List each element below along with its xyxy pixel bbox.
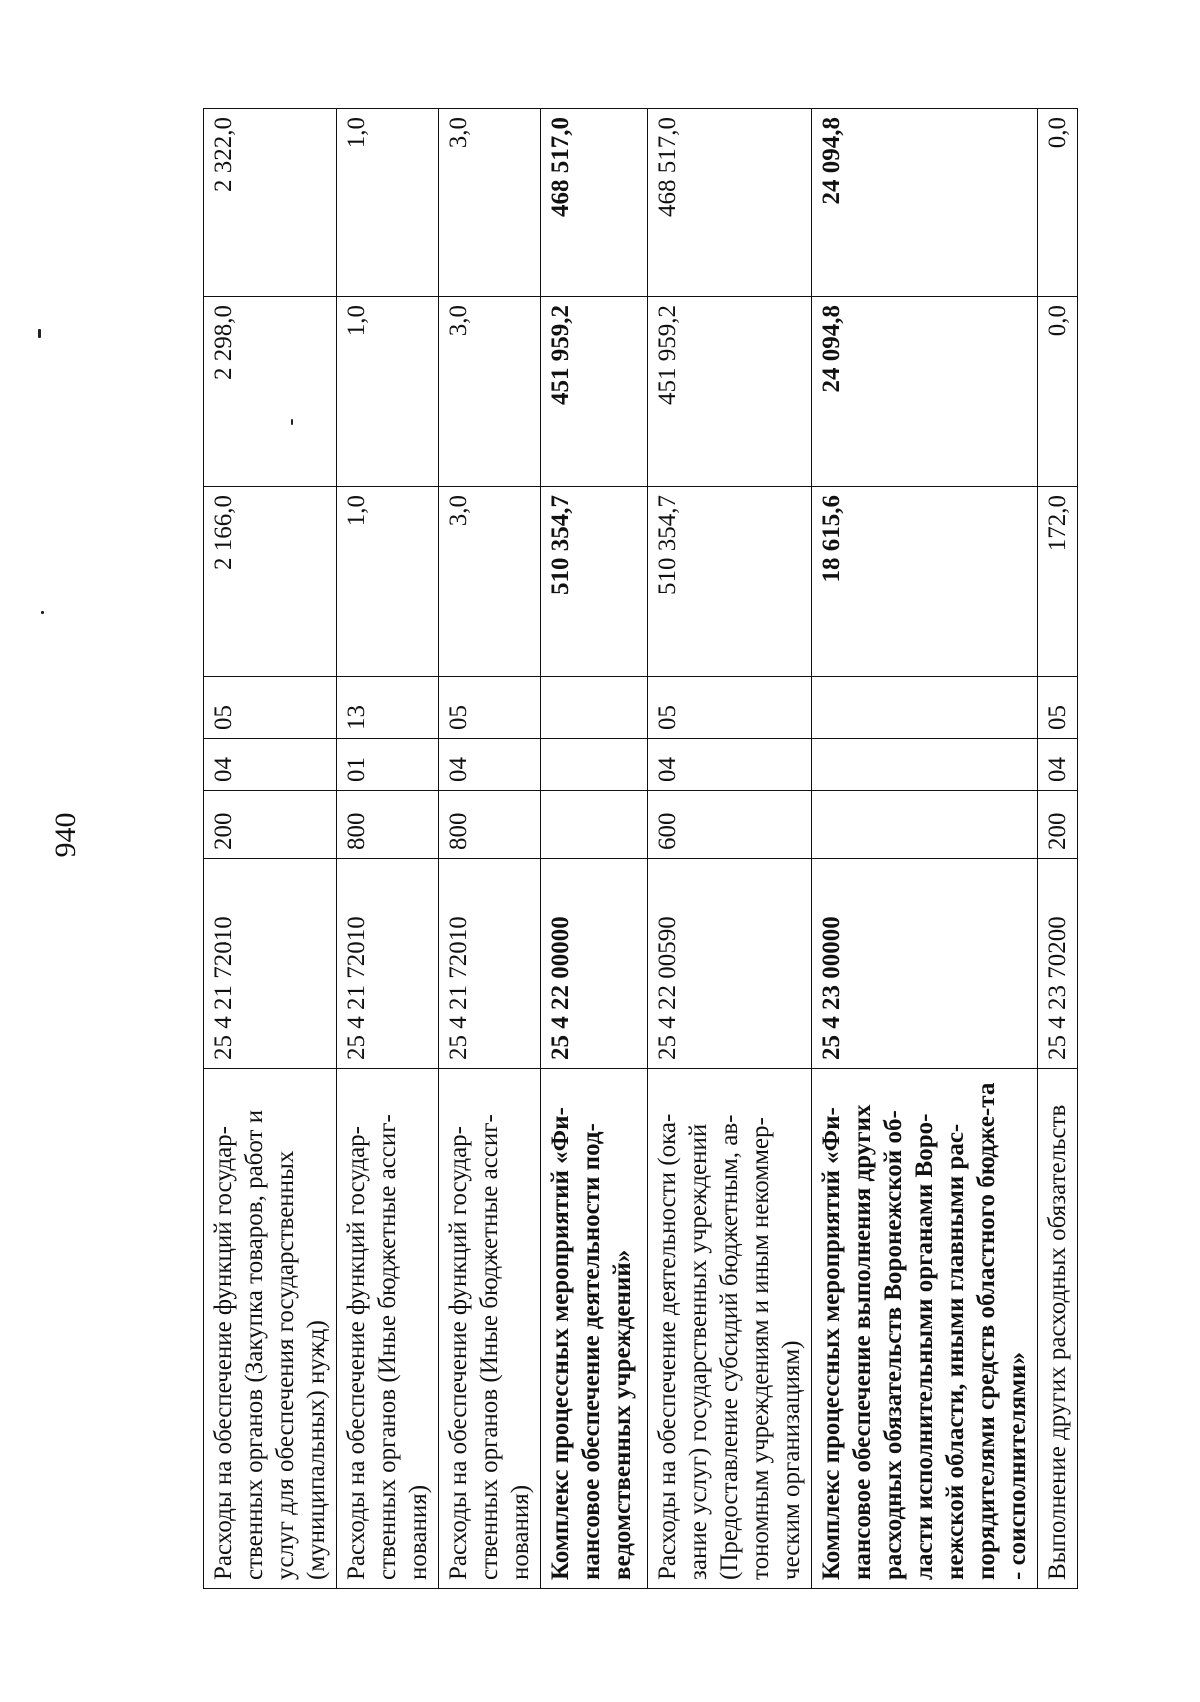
row-rz (812, 739, 1038, 791)
row-value-1: 510 354,7 (648, 487, 812, 677)
row-vr: 800 (439, 791, 541, 859)
row-vr: 800 (337, 791, 439, 859)
row-pr: 13 (337, 677, 439, 739)
row-rz: 04 (439, 739, 541, 791)
row-vr (812, 791, 1038, 859)
row-pr: 05 (648, 677, 812, 739)
row-name: Расходы на обеспечение функций государ-ственных органов (Закупка товаров, работ и услуг для обеспечения государственных (муниципальных) нужд) (204, 1069, 337, 1589)
row-value-2: 0,0 (1038, 297, 1078, 487)
row-vr: 600 (648, 791, 812, 859)
row-code: 25 4 22 00000 (541, 859, 648, 1069)
row-value-3: 468 517,0 (648, 109, 812, 297)
row-rz: 01 (337, 739, 439, 791)
row-pr: 05 (204, 677, 337, 739)
row-name: Расходы на обеспечение функций государ-ственных органов (Иные бюджетные ассиг-нования) (439, 1069, 541, 1589)
row-value-2: 3,0 (439, 297, 541, 487)
table-row (648, 109, 812, 1589)
row-value-1: 510 354,7 (541, 487, 648, 677)
row-vr: 200 (204, 791, 337, 859)
row-rz: 04 (1038, 739, 1078, 791)
row-value-3: 2 322,0 (204, 109, 337, 297)
row-value-3: 468 517,0 (541, 109, 648, 297)
row-value-2: 451 959,2 (541, 297, 648, 487)
row-code: 25 4 23 70200 (1038, 859, 1078, 1069)
row-value-2: 451 959,2 (648, 297, 812, 487)
row-code: 25 4 21 72010 (439, 859, 541, 1069)
scan-speck (38, 329, 41, 338)
table-row (439, 109, 541, 1589)
row-value-1: 1,0 (337, 487, 439, 677)
row-value-2: 2 298,0 (204, 297, 337, 487)
row-code: 25 4 21 72010 (337, 859, 439, 1069)
row-code: 25 4 22 00590 (648, 859, 812, 1069)
row-vr: 200 (1038, 791, 1078, 859)
row-rz: 04 (204, 739, 337, 791)
row-value-2: 1,0 (337, 297, 439, 487)
row-pr (541, 677, 648, 739)
row-value-3: 24 094,8 (812, 109, 1038, 297)
table-row (204, 109, 337, 1589)
row-name: Расходы на обеспечение функций государ-ственных органов (Иные бюджетные ассиг-нования) (337, 1069, 439, 1589)
row-code: 25 4 21 72010 (204, 859, 337, 1069)
budget-table (203, 108, 1078, 1589)
row-rz: 04 (648, 739, 812, 791)
row-vr (541, 791, 648, 859)
row-value-2: 24 094,8 (812, 297, 1038, 487)
table-row (812, 109, 1038, 1589)
row-name: Комплекс процессных мероприятий «Фи-нансовое обеспечение деятельности под-ведомственных учреждений» (541, 1069, 648, 1589)
scan-speck (41, 611, 44, 614)
row-pr (812, 677, 1038, 739)
row-name: Комплекс процессных мероприятий «Фи-нансовое обеспечение выполнения других расходных обязательств Воронежской об-ласти исполнительными органами Воро-нежской области, иными главными рас-порядителями средств областного бюдже-та - соисполнителями» (812, 1069, 1038, 1589)
row-value-1: 172,0 (1038, 487, 1078, 677)
row-value-1: 2 166,0 (204, 487, 337, 677)
page-number: 940 (49, 812, 82, 858)
row-name: Выполнение других расходных обязательств (1038, 1069, 1078, 1589)
table-row (1038, 109, 1078, 1589)
row-rz (541, 739, 648, 791)
table-row (541, 109, 648, 1589)
row-pr: 05 (1038, 677, 1078, 739)
budget-table-rotated (203, 109, 1103, 1589)
row-value-3: 3,0 (439, 109, 541, 297)
row-name: Расходы на обеспечение деятельности (ока-зание услуг) государственных учреждений (Предоставление субсидий бюджетным, ав-тономным учреждениям и иным некоммер-ческим организациям) (648, 1069, 812, 1589)
row-value-1: 3,0 (439, 487, 541, 677)
row-pr: 05 (439, 677, 541, 739)
row-value-3: 1,0 (337, 109, 439, 297)
row-code: 25 4 23 00000 (812, 859, 1038, 1069)
table-row (337, 109, 439, 1589)
row-value-1: 18 615,6 (812, 487, 1038, 677)
row-value-3: 0,0 (1038, 109, 1078, 297)
